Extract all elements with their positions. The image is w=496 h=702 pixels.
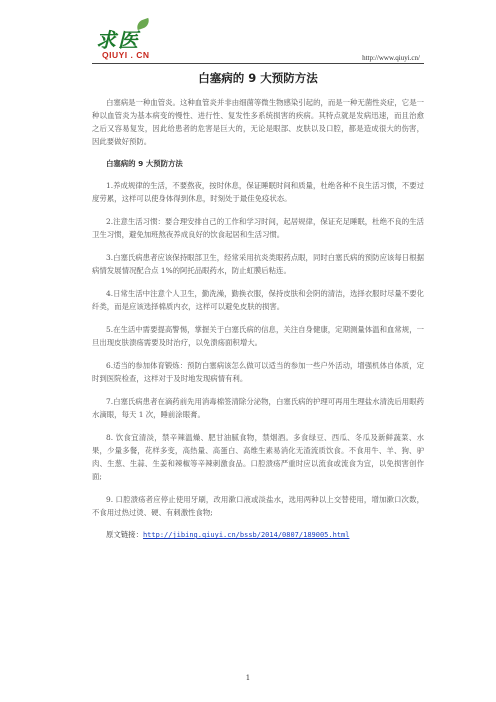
page-number: 1 bbox=[245, 674, 251, 682]
section-subtitle: 白塞病的 9 大预防方法 bbox=[106, 159, 183, 168]
list-item: 4.日常生活中注意个人卫生，勤洗澡，勤换衣服，保持皮肤和会阴的清洁，选择衣服时尽量不要化纤类，而是应该选择棉质内衣，这样可以避免皮肤的损害。 bbox=[92, 289, 424, 311]
list-item: 7.白塞氏病患者在滴药前先用消毒棉签清除分泌物，白塞氏病的护理可再用生理盐水清洗后用眼药水滴眼，每天 1 次，睡前涂眼膏。 bbox=[92, 397, 424, 419]
list-item: 9. 口腔溃疡者应停止使用牙刷，改用漱口液或淡盐水，选用两种以上交替使用，增加漱口次数，不食用过热过烫、硬、有刺激性食物; bbox=[92, 495, 424, 517]
source-link-label: 原文链接： bbox=[106, 530, 143, 539]
list-item: 8. 饮食宜清淡，禁辛辣温燥、肥甘油腻食物，禁烟酒。多食绿豆、西瓜、冬瓜及新鲜蔬菜、水果，少量多餐，花样多变，高热量、高蛋白、高维生素易消化无渣流质饮食。不食用牛、羊、狗、驴肉、生葱、生蒜、生姜和辣椒等辛辣刺激食品。口腔溃疡严重时应以流食或流食为宜，以免损害创作面; bbox=[92, 433, 424, 481]
source-link-line bbox=[92, 529, 424, 540]
header-divider bbox=[92, 63, 424, 64]
list-item: 1.养成规律的生活，不要熬夜，按时休息，保证睡眠时间和质量，杜绝各种不良生活习惯，不要过度劳累，这样可以使身体得到休息，时刻处于最佳免疫状态。 bbox=[92, 181, 424, 203]
header-url[interactable]: http://www.qiuyi.cn/ bbox=[362, 54, 420, 62]
list-item: 2.注意生活习惯：要合理安排自己的工作和学习时间，起居规律，保证充足睡眠，杜绝不良的生活卫生习惯，避免加班熬夜养成良好的饮食起居和生活习惯。 bbox=[92, 217, 424, 239]
site-logo[interactable] bbox=[96, 24, 166, 66]
article-body bbox=[92, 96, 424, 540]
list-item: 5.在生活中需要提高警惕，掌握关于白塞氏病的信息，关注自身健康，定期测量体温和血常规，一旦出现皮肤溃疡需要及时治疗，以免溃疡面积增大。 bbox=[92, 325, 424, 347]
intro-paragraph: 白塞病是一种血管炎。这种血管炎并非由细菌等微生物感染引起的，而是一种无菌性炎症，它是一种以血管炎为基本病变的慢性、进行性、复发性多系统损害的疾病。其特点就是发病迅速，而且治愈之后又容易复发，因此给患者的危害是巨大的，无论是眼部、皮肤以及口腔，都是造成很大的伤害，因此要做好预防。 bbox=[92, 98, 424, 146]
source-link[interactable]: http://jibing.qiuyi.cn/bssb/2014/0807/189005.html bbox=[142, 531, 350, 539]
logo-text-en: QIUYI . CN bbox=[102, 50, 150, 60]
list-item: 6.适当的参加体育锻炼：预防白塞病该怎么做可以适当的参加一些户外活动，增强机体自体质，定时到医院检查，这样对于及时地发现病情有利。 bbox=[92, 361, 424, 383]
page-title: 白塞病的 9 大预防方法 bbox=[198, 71, 318, 85]
list-item: 3.白塞氏病患者应该保持眼部卫生，经常采用抗炎类眼药点眼，同时白塞氏病的预防应该每日根据病情发展情况配合点 1%的阿托品眼药水，防止虹膜后粘连。 bbox=[92, 253, 424, 275]
logo-text-cn: 求医 bbox=[96, 28, 140, 52]
